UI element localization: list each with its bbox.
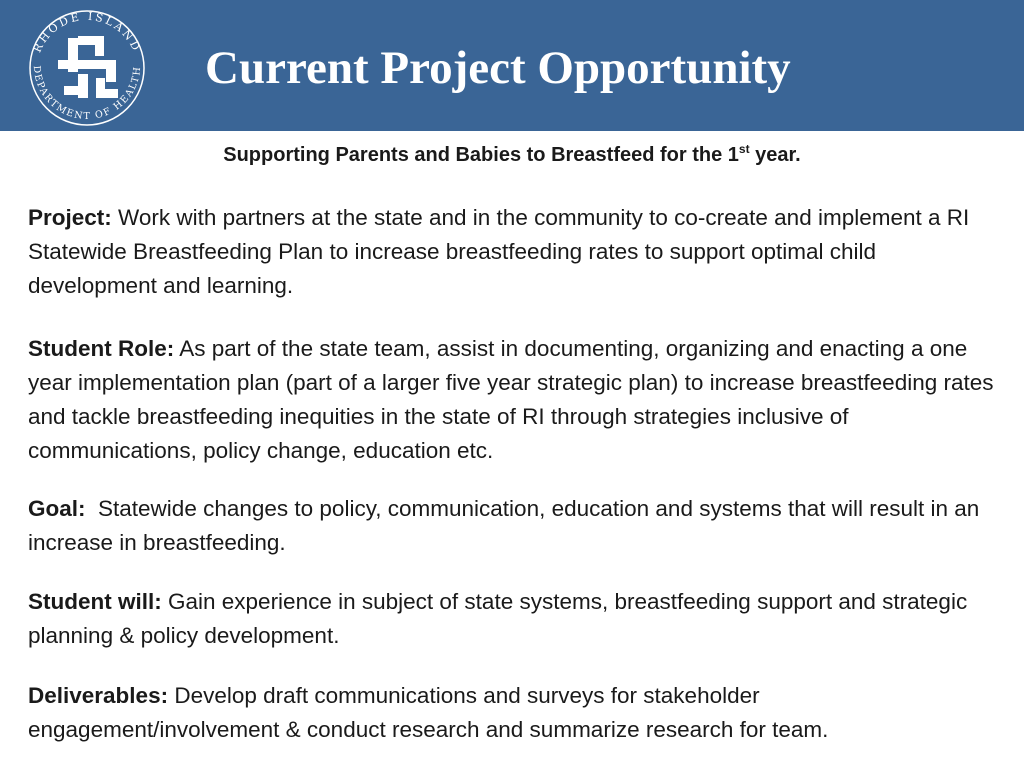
subtitle-main: Supporting Parents and Babies to Breastfeed for the 1 — [223, 144, 739, 166]
subtitle — [0, 141, 1024, 169]
goal-label: Goal: — [28, 496, 86, 521]
subtitle-end: year. — [749, 144, 801, 166]
svg-text:RHODE ISLAND: RHODE ISLAND — [30, 9, 144, 55]
page-title: Current Project Opportunity — [205, 42, 791, 94]
deliverables-paragraph — [28, 679, 1003, 747]
ri-department-of-health-logo-icon — [20, 6, 154, 126]
deliverables-text: Develop draft communications and surveys for stakeholder engagement/involvement & conduct research and summarize research for team. — [28, 683, 829, 742]
svg-text:DEPARTMENT OF HEALTH: DEPARTMENT OF HEALTH — [30, 65, 144, 123]
project-label: Project: — [28, 205, 112, 230]
header-banner — [0, 0, 1024, 131]
goal-paragraph — [28, 492, 1003, 560]
student-role-text: As part of the state team, assist in documenting, organizing and enacting a one year implementation plan (part of a larger five year strategic plan) to increase breastfeeding rates and tackle breastfeeding inequities in the state of RI through strategies inclusive of communications, policy change, education etc. — [28, 336, 994, 463]
student-role-paragraph — [28, 332, 1003, 468]
project-paragraph — [28, 201, 1003, 303]
goal-text: Statewide changes to policy, communication, education and systems that will result in an increase in breastfeeding. — [28, 496, 986, 555]
project-text: Work with partners at the state and in the community to co-create and implement a RI Statewide Breastfeeding Plan to increase breastfeeding rates to support optimal child development and learning. — [28, 205, 970, 298]
deliverables-label: Deliverables: — [28, 683, 169, 708]
student-role-label: Student Role: — [28, 336, 175, 361]
student-will-paragraph — [28, 585, 1003, 653]
subtitle-superscript: st — [738, 142, 750, 156]
student-will-text: Gain experience in subject of state systems, breastfeeding support and strategic planning & policy development. — [28, 589, 968, 648]
student-will-label: Student will: — [28, 589, 162, 614]
